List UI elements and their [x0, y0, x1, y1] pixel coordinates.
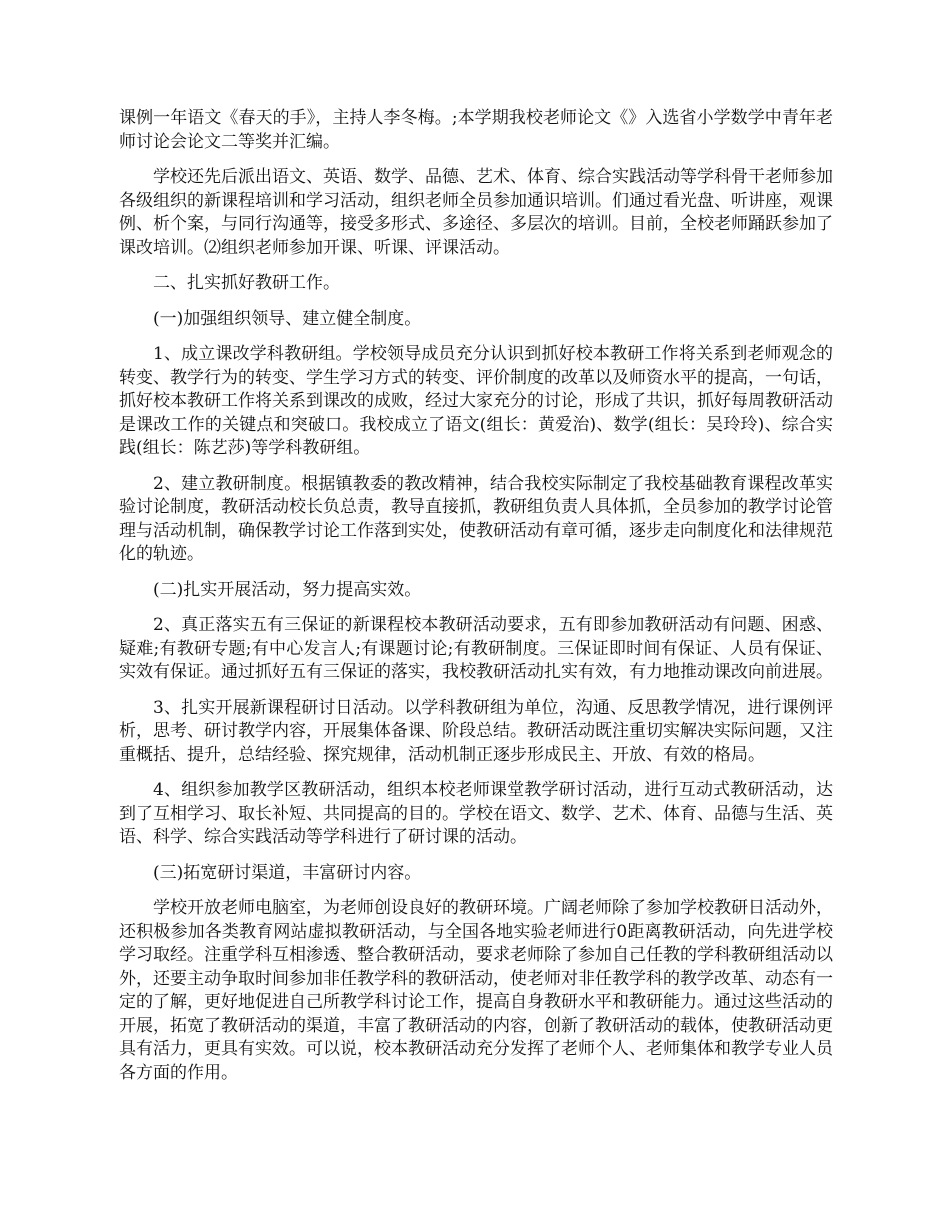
document-body — [119, 107, 833, 1097]
paragraph-item: 4、组织参加教学区教研活动，组织本校老师课堂教学研讨活动，进行互动式教研活动，达到了互相学习、取长补短、共同提高的目的。学校在语文、数学、艺术、体育、品德与生活、英语、科学、综合实践活动等学科进行了研讨课的活动。 — [119, 780, 833, 847]
paragraph-continued: 课例一年语文《春天的手》，主持人李冬梅。;本学期我校老师论文《》入选省小学数学中青年老师讨论会论文二等奖并汇编。 — [119, 108, 833, 152]
paragraph-item: 3、扎实开展新课程研讨日活动。以学科教研组为单位，沟通、反思教学情况，进行课例评析，思考、研讨教学内容，开展集体备课、阶段总结。教研活动既注重切实解决实际问题，又注重概括、提升，总结经验、探究规律，活动机制正逐步形成民主、开放、有效的格局。 — [119, 697, 833, 765]
subsection-heading: (三)拓宽研讨渠道，丰富研讨内容。 — [153, 862, 422, 883]
paragraph-item: 2、建立教研制度。根据镇教委的教改精神，结合我校实际制定了我校基础教育课程改革实验讨论制度，教研活动校长负总责，教导直接抓，教研组负责人具体抓，全员参加的教学讨论管理与活动机制，确保教学讨论工作落到实处，使教研活动有章可循，逐步走向制度化和法律规范化的轨迹。 — [119, 473, 833, 564]
paragraph-item: 1、成立课改学科教研组。学校领导成员充分认识到抓好校本教研工作将关系到老师观念的转变、教学行为的转变、学生学习方式的转变、评价制度的改革以及师资水平的提高，一句话，抓好校本教研工作将关系到课改的成败，经过大家充分的讨论，形成了共识，抓好每周教研活动是课改工作的关键点和突破口。我校成立了语文(组长：黄爱治)、数学(组长：吴玲玲)、综合实践(组长：陈艺莎)等学科教研组。 — [119, 344, 833, 458]
subsection-heading: (一)加强组织领导、建立健全制度。 — [153, 308, 422, 329]
section-heading: 二、扎实抓好教研工作。 — [153, 273, 340, 293]
paragraph-item: 学校开放老师电脑室，为老师创设良好的教研环境。广阔老师除了参加学校教研日活动外，还积极参加各类教育网站虚拟教研活动，与全国各地实验老师进行0距离教研活动，向先进学校学习取经。注重学科互相渗透、整合教研活动，要求老师除了参加自己任教的学科教研组活动以外，还要主动争取时间参加非任教学科的教研活动，使老师对非任教学科的教学改革、动态有一定的了解，更好地促进自己所教学科讨论工作，提高自身教研水平和教研能力。通过这些活动的开展，拓宽了教研活动的渠道，丰富了教研活动的内容，创新了教研活动的载体，使教研活动更具有活力，更具有实效。可以说，校本教研活动充分发挥了老师个人、老师集体和教学专业人员各方面的作用。 — [119, 898, 833, 1083]
paragraph-training: 学校还先后派出语文、英语、数学、品德、艺术、体育、综合实践活动等学科骨干老师参加各级组织的新课程培训和学习活动，组织老师全员参加通识培训。们通过看光盘、听讲座，观课例、析个案，与同行沟通等，接受多形式、多途径、多层次的培训。目前，全校老师踊跃参加了课改培训。⑵组织老师参加开课、听课、评课活动。 — [119, 167, 833, 258]
paragraph-item: 2、真正落实五有三保证的新课程校本教研活动要求，五有即参加教研活动有问题、困惑、疑难;有教研专题;有中心发言人;有课题讨论;有教研制度。三保证即时间有保证、人员有保证、实效有保证。通过抓好五有三保证的落实，我校教研活动扎实有效，有力地推动课改向前进展。 — [119, 615, 833, 682]
subsection-heading: (二)扎实开展活动，努力提高实效。 — [153, 579, 422, 600]
